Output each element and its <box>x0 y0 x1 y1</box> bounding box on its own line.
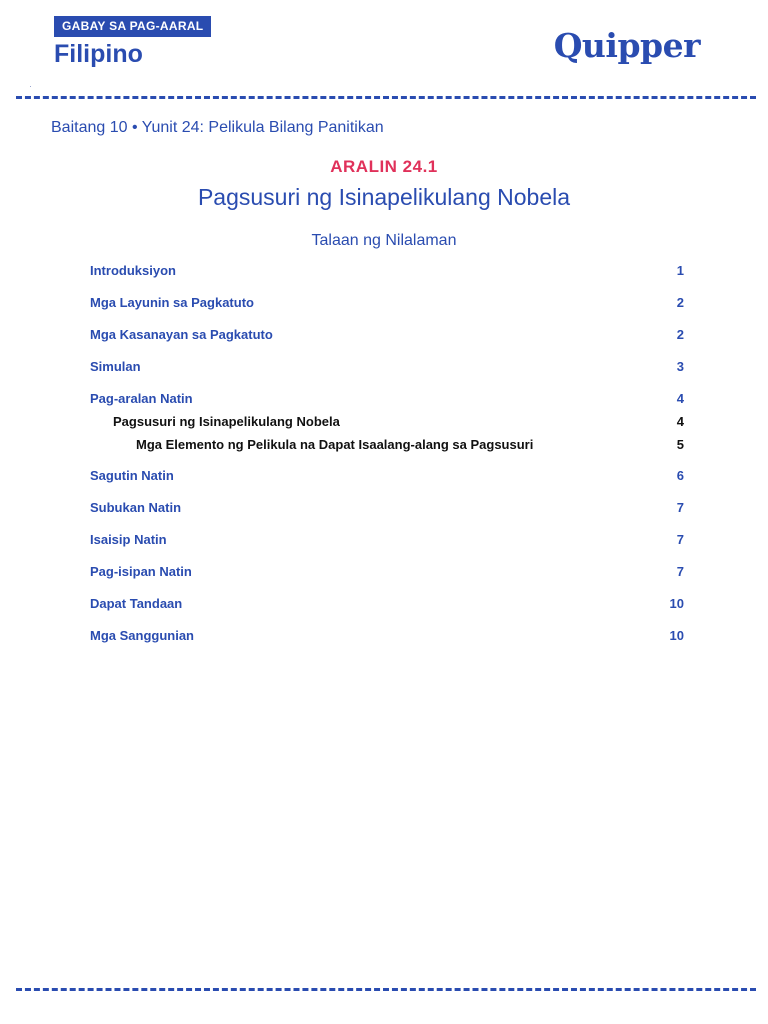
lesson-number: ARALIN 24.1 <box>330 157 438 176</box>
toc-entry-page: 10 <box>669 628 684 643</box>
toc-subentry-mga-elemento[interactable] <box>90 434 684 456</box>
toc-entry-page: 7 <box>676 500 684 515</box>
toc-entry-page: 1 <box>676 263 684 278</box>
toc-entry-label: Sagutin Natin <box>90 468 174 483</box>
toc-entry-label: Introduksiyon <box>90 263 176 278</box>
toc-subentry-pagsusuri[interactable] <box>90 411 684 433</box>
toc-entry-label: Pagsusuri ng Isinapelikulang Nobela <box>113 414 340 429</box>
toc-entry-dapat-tandaan[interactable] <box>90 593 684 615</box>
toc-entry-label: Pag-isipan Natin <box>90 564 192 579</box>
toc-entry-label: Dapat Tandaan <box>90 596 183 611</box>
bottom-dashed-divider <box>16 988 756 991</box>
toc-entry-pag-aralan-natin[interactable] <box>90 388 684 410</box>
study-guide-badge: GABAY SA PAG-AARAL <box>54 16 211 37</box>
toc-entry-subukan-natin[interactable] <box>90 497 684 519</box>
page-title: Pagsusuri ng Isinapelikulang Nobela <box>197 184 571 210</box>
toc-entry-label: Mga Kasanayan sa Pagkatuto <box>90 327 273 342</box>
toc-entry-label: Isaisip Natin <box>90 532 167 547</box>
decorative-dot <box>30 86 31 87</box>
toc-entry-pag-isipan-natin[interactable] <box>90 561 684 583</box>
toc-entry-page: 5 <box>676 437 684 452</box>
subject-title: Filipino <box>54 40 143 68</box>
toc-entry-page: 4 <box>676 391 684 406</box>
brand-logo: Quipper <box>553 26 700 65</box>
toc-entry-introduksiyon[interactable] <box>90 260 684 282</box>
toc-entry-sagutin-natin[interactable] <box>90 465 684 487</box>
toc-entry-label: Simulan <box>90 359 141 374</box>
toc-entry-simulan[interactable] <box>90 356 684 378</box>
toc-entry-page: 2 <box>676 327 684 342</box>
toc-entry-page: 7 <box>676 564 684 579</box>
toc-entry-label: Mga Layunin sa Pagkatuto <box>90 295 254 310</box>
toc-entry-page: 3 <box>676 359 684 374</box>
toc-entry-page: 10 <box>669 596 684 611</box>
toc-entry-mga-sanggunian[interactable] <box>90 625 684 647</box>
toc-entry-page: 2 <box>676 295 684 310</box>
toc-entry-isaisip-natin[interactable] <box>90 529 684 551</box>
toc-entry-label: Mga Sanggunian <box>90 628 194 643</box>
toc-entry-mga-kasanayan[interactable] <box>90 324 684 346</box>
toc-entry-page: 7 <box>676 532 684 547</box>
top-dashed-divider <box>16 96 756 99</box>
toc-entry-label: Mga Elemento ng Pelikula na Dapat Isaalang-alang sa Pagsusuri <box>136 437 534 452</box>
toc-entry-page: 6 <box>676 468 684 483</box>
breadcrumb: Baitang 10 • Yunit 24: Pelikula Bilang Panitikan <box>51 119 384 136</box>
toc-entry-mga-layunin[interactable] <box>90 292 684 314</box>
toc-entry-label: Subukan Natin <box>90 500 182 515</box>
toc-entry-label: Pag-aralan Natin <box>90 391 193 406</box>
toc-heading: Talaan ng Nilalaman <box>311 232 457 249</box>
toc-entry-page: 4 <box>676 414 684 429</box>
